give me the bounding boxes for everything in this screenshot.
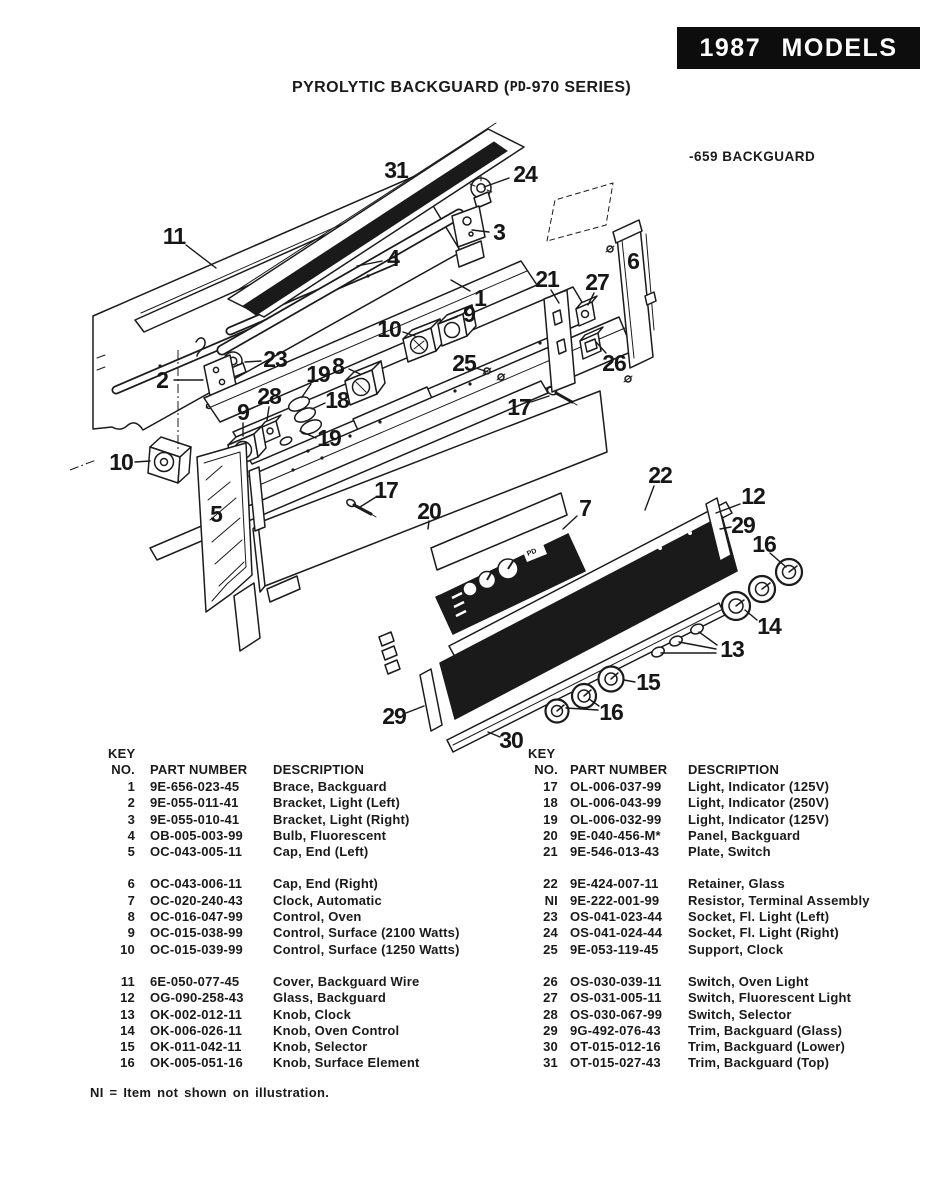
table-header: [528, 762, 926, 779]
part-desc: Switch, Selector: [688, 1006, 792, 1022]
callout-label-29: 29: [382, 703, 406, 729]
part-desc: Plate, Switch: [688, 844, 771, 860]
part-no: 28: [543, 1006, 558, 1022]
part-part: OT-015-027-43: [570, 1055, 661, 1071]
parts-group: [108, 974, 526, 1072]
callout-label-19: 19: [317, 425, 341, 451]
parts-table-left: [108, 746, 526, 1088]
part-row: [528, 1055, 926, 1071]
table-key-label: KEY: [528, 746, 556, 761]
part-desc: Knob, Oven Control: [273, 1022, 400, 1038]
col-header-no: NO.: [111, 762, 135, 777]
part-desc: Socket, Fl. Light (Right): [688, 925, 839, 941]
callout-label-17: 17: [507, 394, 531, 420]
part-no: 24: [543, 925, 558, 941]
part-no: 5: [127, 844, 135, 860]
part-desc: Bracket, Light (Right): [273, 811, 410, 827]
part-no: 4: [127, 827, 135, 843]
part-part: OC-015-038-99: [150, 925, 243, 941]
part-row: [108, 974, 526, 990]
part-desc: Switch, Fluorescent Light: [688, 990, 852, 1006]
col-header-description: DESCRIPTION: [273, 762, 365, 777]
part-part: 9E-424-007-11: [570, 876, 659, 892]
part-row: [108, 893, 526, 909]
part-row: [528, 942, 926, 958]
callout-29: [382, 703, 424, 729]
callout-label-18: 18: [325, 387, 349, 413]
part-row: [528, 779, 926, 795]
part-desc: Trim, Backguard (Lower): [688, 1039, 846, 1055]
callout-11: [163, 223, 216, 268]
callout-label-8: 8: [332, 353, 344, 379]
callout-label-14: 14: [757, 613, 781, 639]
callout-label-24: 24: [513, 161, 537, 187]
part-row: [108, 876, 526, 892]
callout-leader-13: [699, 632, 717, 645]
callout-31: [384, 157, 409, 183]
part-no: NI: [544, 892, 558, 908]
page-title-model: PD: [509, 79, 526, 95]
callout-leader-15: [624, 680, 635, 682]
part-no: 26: [543, 973, 558, 989]
part-part: OG-090-258-43: [150, 990, 244, 1006]
part-desc: Trim, Backguard (Glass): [688, 1022, 843, 1038]
callout-label-26: 26: [602, 350, 626, 376]
part-part: OS-030-039-11: [570, 973, 662, 989]
part-part: OS-041-023-44: [570, 909, 663, 925]
callout-6: [627, 248, 639, 274]
parts-group: [528, 876, 926, 957]
part-part: OK-005-051-16: [150, 1055, 243, 1071]
callout-label-3: 3: [493, 219, 505, 245]
part-no: 3: [127, 811, 135, 827]
part-row: [108, 1055, 526, 1071]
part-part: OS-041-024-44: [570, 925, 663, 941]
part-no: 2: [127, 795, 135, 811]
part-part: OC-043-006-11: [150, 876, 243, 892]
part-row: [528, 795, 926, 811]
part-no: 18: [543, 795, 558, 811]
callout-label-19: 19: [306, 361, 330, 387]
part-part: 6E-050-077-45: [150, 973, 240, 989]
part-row: [528, 812, 926, 828]
part-no: 13: [120, 1006, 135, 1022]
callout-label-21: 21: [535, 266, 559, 292]
part-desc: Cover, Backguard Wire: [273, 973, 420, 989]
part-no: 1: [127, 779, 135, 794]
col-header-part-number: PART NUMBER: [570, 762, 668, 777]
part-part: OK-002-012-11: [150, 1006, 243, 1022]
part-desc: Brace, Backguard: [273, 779, 387, 794]
callout-label-22: 22: [648, 462, 672, 488]
part-no: 17: [543, 779, 558, 794]
part-desc: Trim, Backguard (Top): [688, 1055, 830, 1071]
part-row: [528, 1023, 926, 1039]
callout-label-9: 9: [463, 301, 475, 327]
table-body: [108, 779, 526, 1072]
callout-7: [563, 495, 591, 529]
part-desc: Support, Clock: [688, 941, 784, 957]
part-desc: Resistor, Terminal Assembly: [688, 892, 870, 908]
part-row: [528, 876, 926, 892]
callout-label-6: 6: [627, 248, 639, 274]
part-row: [108, 909, 526, 925]
part-row: [108, 942, 526, 958]
part-part: OC-020-240-43: [150, 892, 243, 908]
part-part: OC-016-047-99: [150, 909, 243, 925]
part-row: [528, 990, 926, 1006]
callout-label-27: 27: [585, 269, 609, 295]
callout-15: [624, 669, 661, 695]
parts-table-right: [528, 746, 926, 1088]
callout-label-28: 28: [257, 383, 281, 409]
part-row: [108, 1039, 526, 1055]
callout-label-1: 1: [474, 285, 486, 311]
part-no: 7: [127, 892, 135, 908]
part-row: [528, 893, 926, 909]
col-header-no: NO.: [534, 762, 558, 777]
part-desc: Switch, Oven Light: [688, 973, 809, 989]
part-desc: Knob, Selector: [273, 1039, 368, 1055]
part-desc: Glass, Backguard: [273, 990, 387, 1006]
callout-label-15: 15: [636, 669, 660, 695]
callout-label-16: 16: [752, 531, 776, 557]
part-desc: Socket, Fl. Light (Left): [688, 909, 830, 925]
part-part: OL-006-037-99: [570, 779, 662, 794]
part-desc: Bulb, Fluorescent: [273, 827, 387, 843]
part-row: [528, 974, 926, 990]
col-header-description: DESCRIPTION: [688, 762, 780, 777]
part-no: 8: [127, 909, 135, 925]
part-no: 14: [120, 1022, 135, 1038]
part-row: [108, 828, 526, 844]
art-socket-right: [470, 176, 492, 208]
parts-group: [108, 779, 526, 860]
part-no: 25: [543, 941, 558, 957]
callout-label-30: 30: [499, 727, 523, 753]
callout-label-5: 5: [210, 501, 222, 527]
part-no: 27: [543, 990, 558, 1006]
part-desc: Control, Oven: [273, 909, 362, 925]
part-desc: Bracket, Light (Left): [273, 795, 400, 811]
callout-label-17: 17: [374, 477, 398, 503]
part-part: 9E-055-010-41: [150, 811, 240, 827]
part-row: [528, 1007, 926, 1023]
part-no: 23: [543, 909, 558, 925]
part-no: 20: [543, 827, 558, 843]
callout-5: [210, 501, 223, 527]
part-row: [108, 990, 526, 1006]
part-row: [108, 844, 526, 860]
callout-label-23: 23: [263, 346, 287, 372]
part-part: OC-015-039-99: [150, 941, 243, 957]
part-no: 16: [120, 1055, 135, 1071]
parts-group: [528, 974, 926, 1072]
art-phantom-outline: [547, 183, 613, 241]
callout-label-11: 11: [162, 223, 186, 249]
callout-label-2: 2: [156, 367, 168, 393]
part-no: 6: [127, 876, 135, 892]
callout-label-10: 10: [109, 449, 133, 475]
callout-label-13: 13: [720, 636, 744, 662]
part-no: 11: [120, 973, 135, 989]
part-part: OT-015-012-16: [570, 1039, 661, 1055]
part-part: 9E-546-013-43: [570, 844, 660, 860]
callout-label-31: 31: [384, 157, 408, 183]
part-row: [108, 795, 526, 811]
callout-14: [745, 610, 782, 639]
part-part: OL-006-043-99: [570, 795, 662, 811]
table-body: [528, 779, 926, 1072]
part-part: 9E-053-119-45: [570, 941, 659, 957]
clock-badge-text: PD: [526, 547, 538, 558]
part-part: OS-030-067-99: [570, 1006, 663, 1022]
part-desc: Light, Indicator (125V): [688, 779, 830, 794]
part-part: OS-031-005-11: [570, 990, 662, 1006]
part-no: 12: [120, 990, 135, 1006]
part-no: 9: [127, 925, 135, 941]
callout-22: [645, 462, 672, 510]
table-key-label: KEY: [108, 746, 136, 761]
part-part: OB-005-003-99: [150, 827, 243, 843]
callout-leader-16: [566, 708, 598, 710]
callout-leader-22: [645, 486, 654, 510]
part-desc: Knob, Clock: [273, 1006, 352, 1022]
part-part: 9E-040-456-M*: [570, 827, 661, 843]
part-desc: Light, Indicator (125V): [688, 811, 830, 827]
callout-leader-30: [488, 732, 500, 737]
part-part: OL-006-032-99: [570, 811, 662, 827]
part-no: 19: [543, 811, 558, 827]
part-part: 9E-222-001-99: [570, 892, 660, 908]
part-no: 31: [543, 1055, 558, 1071]
callout-leader-29: [406, 706, 424, 713]
parts-group: [528, 779, 926, 860]
callout-label-12: 12: [741, 483, 765, 509]
part-row: [108, 925, 526, 941]
parts-group: [108, 876, 526, 957]
part-row: [108, 1023, 526, 1039]
part-no: 29: [543, 1022, 558, 1038]
part-part: OK-011-042-11: [150, 1039, 242, 1055]
callout-label-16: 16: [599, 699, 623, 725]
callout-10: [109, 449, 150, 475]
callout-label-25: 25: [452, 350, 476, 376]
part-part: OK-006-026-11: [150, 1022, 243, 1038]
part-row: [528, 1039, 926, 1055]
part-desc: Retainer, Glass: [688, 876, 785, 892]
callout-label-4: 4: [387, 245, 399, 271]
part-desc: Cap, End (Right): [273, 876, 379, 892]
part-no: 15: [120, 1039, 135, 1055]
year-banner-text: 1987 MODELS: [699, 33, 898, 62]
part-desc: Knob, Surface Element: [273, 1055, 420, 1071]
part-desc: Cap, End (Left): [273, 844, 369, 860]
part-desc: Control, Surface (1250 Watts): [273, 941, 460, 957]
part-no: 21: [543, 844, 558, 860]
part-row: [528, 909, 926, 925]
part-part: 9E-055-011-41: [150, 795, 239, 811]
callout-label-7: 7: [579, 495, 591, 521]
part-row: [528, 925, 926, 941]
part-part: 9G-492-076-43: [570, 1022, 661, 1038]
part-desc: Panel, Backguard: [688, 827, 801, 843]
footnote: NI = Item not shown on illustration.: [90, 1085, 330, 1100]
table-header: [108, 762, 526, 779]
part-row: [528, 844, 926, 860]
callout-leader-13: [679, 642, 716, 649]
part-row: [108, 779, 526, 795]
callout-leader-23: [245, 361, 261, 362]
part-no: 22: [543, 876, 558, 892]
callout-label-20: 20: [417, 498, 441, 524]
part-no: 10: [120, 941, 135, 957]
callout-leader-10: [135, 461, 150, 462]
callout-label-29: 29: [731, 512, 755, 538]
callout-label-10: 10: [377, 316, 401, 342]
callout-label-9: 9: [237, 399, 249, 425]
part-desc: Light, Indicator (250V): [688, 795, 830, 811]
col-header-part-number: PART NUMBER: [150, 762, 248, 777]
part-row: [108, 1007, 526, 1023]
part-no: 30: [543, 1039, 558, 1055]
section-label: -659 BACKGUARD: [689, 149, 816, 164]
callout-leader-11: [186, 245, 216, 268]
page-title-prefix: PYROLYTIC BACKGUARD (: [292, 79, 510, 96]
page-title-suffix: -970 SERIES): [525, 79, 632, 96]
part-desc: Clock, Automatic: [273, 892, 382, 908]
part-desc: Control, Surface (2100 Watts): [273, 925, 460, 941]
part-row: [528, 828, 926, 844]
part-part: OC-043-005-11: [150, 844, 243, 860]
part-row: [108, 812, 526, 828]
callout-leader-7: [563, 516, 577, 529]
part-part: 9E-656-023-45: [150, 779, 240, 794]
